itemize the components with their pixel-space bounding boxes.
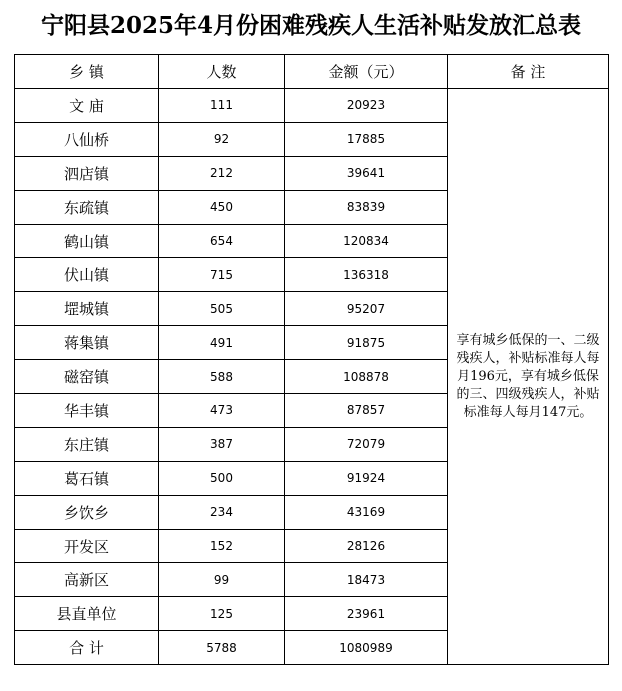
count-cell: 473 [159,394,285,428]
town-cell: 东疏镇 [15,190,159,224]
count-cell: 654 [159,224,285,258]
count-cell: 500 [159,461,285,495]
town-cell: 八仙桥 [15,122,159,156]
count-cell: 212 [159,156,285,190]
count-cell: 588 [159,360,285,394]
amount-cell: 95207 [285,292,448,326]
header-town: 乡 镇 [15,55,159,89]
page-title: 宁阳县2025年4月份困难残疾人生活补贴发放汇总表 [40,12,582,39]
town-cell: 乡饮乡 [15,495,159,529]
total-count-cell: 5788 [159,631,285,665]
subsidy-summary-table [14,54,609,665]
count-cell: 125 [159,597,285,631]
town-cell: 磁窑镇 [15,360,159,394]
count-cell: 99 [159,563,285,597]
amount-cell: 108878 [285,360,448,394]
town-cell: 高新区 [15,563,159,597]
total-label-cell: 合 计 [15,631,159,665]
count-cell: 387 [159,427,285,461]
amount-cell: 18473 [285,563,448,597]
town-cell: 泗店镇 [15,156,159,190]
town-cell: 鹤山镇 [15,224,159,258]
amount-cell: 28126 [285,529,448,563]
count-cell: 152 [159,529,285,563]
remark-text: 享有城乡低保的一、二级残疾人，补贴标准每人每月196元，享有城乡低保的三、四级残疾人，补贴标准每人每月147元。 [456,332,600,420]
town-cell: 东庄镇 [15,427,159,461]
count-cell: 92 [159,122,285,156]
amount-cell: 23961 [285,597,448,631]
amount-cell: 87857 [285,394,448,428]
count-cell: 505 [159,292,285,326]
count-cell: 715 [159,258,285,292]
total-amount-cell: 1080989 [285,631,448,665]
amount-cell: 39641 [285,156,448,190]
count-cell: 111 [159,89,285,123]
amount-cell: 20923 [285,89,448,123]
town-cell: 葛石镇 [15,461,159,495]
town-cell: 县直单位 [15,597,159,631]
amount-cell: 83839 [285,190,448,224]
amount-cell: 43169 [285,495,448,529]
town-cell: 开发区 [15,529,159,563]
town-cell: 堽城镇 [15,292,159,326]
amount-cell: 17885 [285,122,448,156]
amount-cell: 91924 [285,461,448,495]
table-header-row [15,55,609,89]
town-cell: 文 庙 [15,89,159,123]
table-row [15,89,609,123]
amount-cell: 72079 [285,427,448,461]
amount-cell: 120834 [285,224,448,258]
town-cell: 伏山镇 [15,258,159,292]
amount-cell: 136318 [285,258,448,292]
remark-cell [448,89,609,665]
amount-cell: 91875 [285,326,448,360]
town-cell: 华丰镇 [15,394,159,428]
town-cell: 蒋集镇 [15,326,159,360]
count-cell: 234 [159,495,285,529]
count-cell: 491 [159,326,285,360]
header-amount: 金额（元） [285,55,448,89]
count-cell: 450 [159,190,285,224]
header-count: 人数 [159,55,285,89]
header-remark: 备 注 [448,55,609,89]
